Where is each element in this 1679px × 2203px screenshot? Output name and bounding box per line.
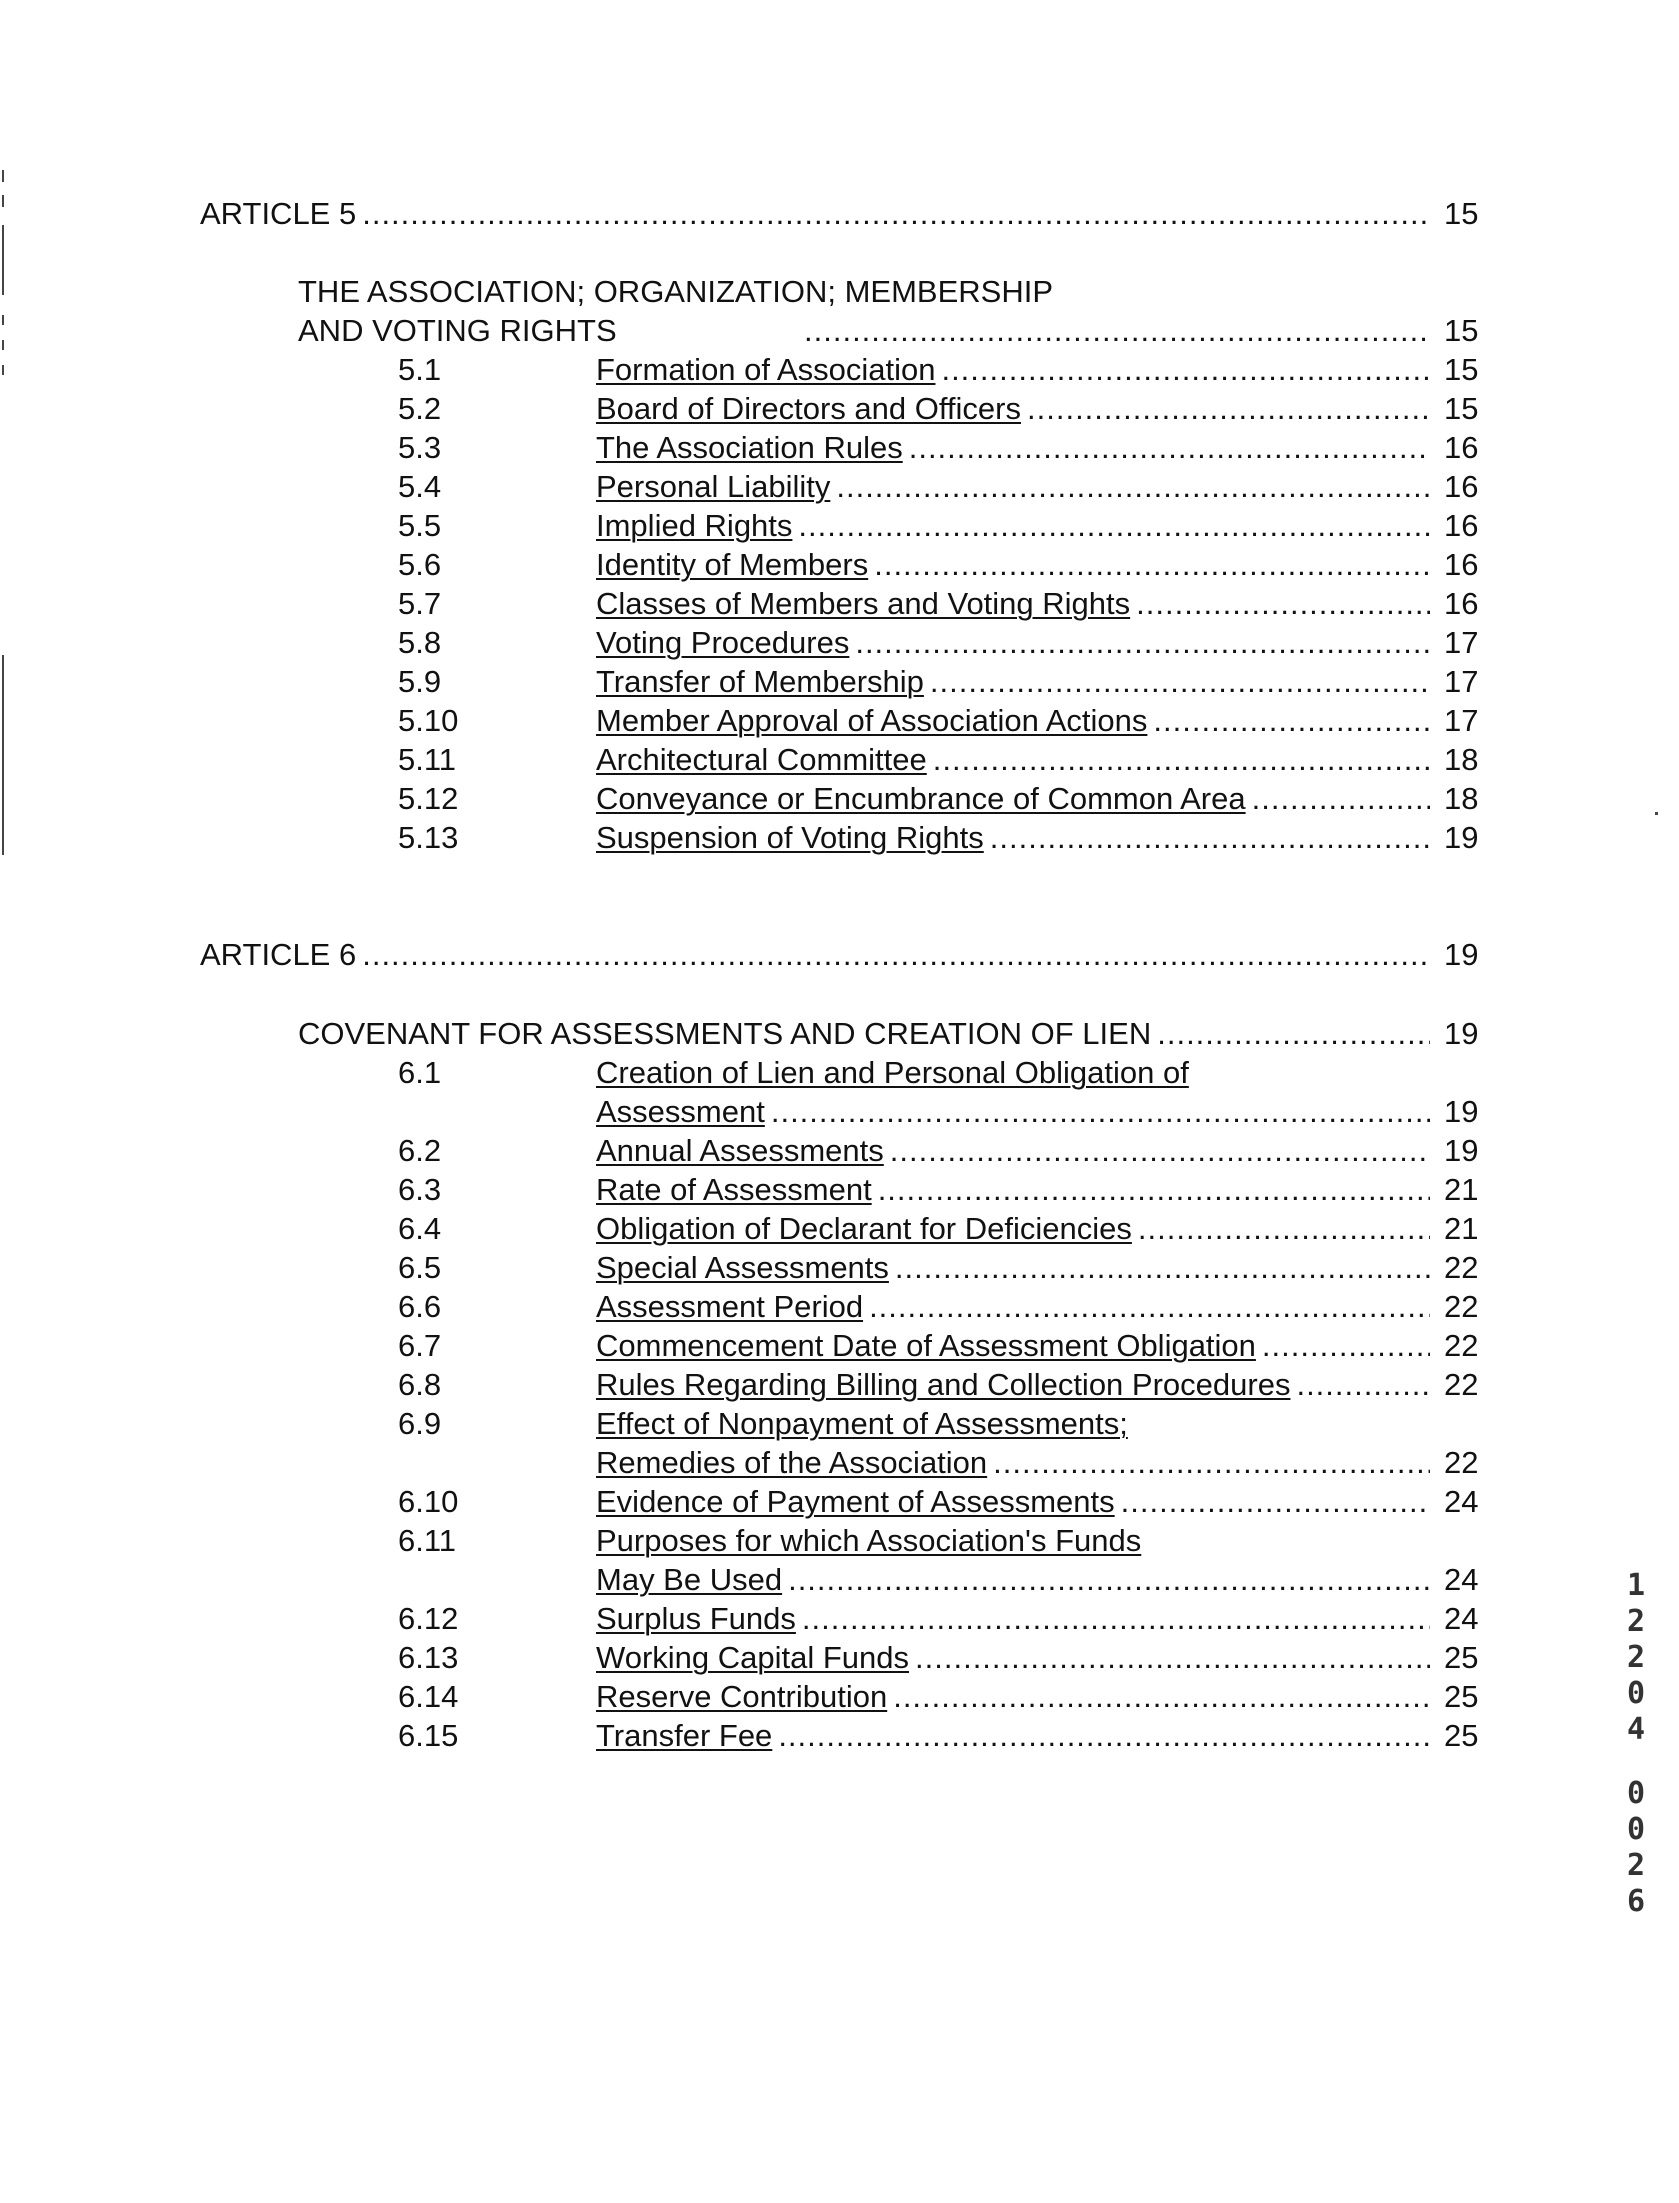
section-title-link[interactable]: Special Assessments: [596, 1250, 889, 1285]
toc-entry: [398, 819, 1490, 857]
dot-leader: [1157, 1015, 1430, 1053]
section-number: 5.5: [398, 508, 442, 543]
section-number: 5.12: [398, 781, 459, 816]
dot-leader: [1138, 1210, 1430, 1248]
page-number: 24: [1444, 1601, 1479, 1636]
section-number: 6.7: [398, 1328, 442, 1363]
toc-entry: [398, 1444, 1490, 1482]
toc-entry-body: [596, 1288, 1490, 1326]
dot-leader: [890, 1132, 1430, 1170]
stamp-digit: 6: [1626, 1884, 1646, 1919]
page-number: 22: [1444, 1445, 1479, 1480]
section-number: 6.10: [398, 1484, 459, 1519]
stamp-digit: 1: [1626, 1568, 1646, 1603]
toc-entry: [398, 429, 1490, 467]
toc-entry-body: [596, 429, 1490, 467]
scan-mark: [2, 195, 4, 207]
section-number: 6.14: [398, 1679, 459, 1714]
stamp-digit: 0: [1626, 1776, 1646, 1811]
dot-leader: [878, 1171, 1430, 1209]
toc-entry: [398, 390, 1490, 428]
dot-leader: [993, 1444, 1430, 1482]
toc-entry-body: [596, 663, 1490, 701]
toc-entry-body: [596, 351, 1490, 389]
toc-entry: [398, 702, 1490, 740]
toc-entry: [398, 780, 1490, 818]
section-title-link[interactable]: Formation of Association: [596, 352, 936, 387]
toc-entry-body: [596, 1678, 1490, 1716]
toc-entry: [398, 1288, 1490, 1326]
page-number: 15: [1444, 391, 1479, 426]
page-number: 24: [1444, 1484, 1479, 1519]
toc-entry-body: [596, 1717, 1490, 1755]
toc-entry-body: [596, 507, 1490, 545]
section-title-link[interactable]: Assessment Period: [596, 1289, 864, 1324]
stamp-digit: 2: [1626, 1604, 1646, 1639]
toc-entry: [398, 1483, 1490, 1521]
section-title-link[interactable]: Classes of Members and Voting Rights: [596, 586, 1131, 621]
dot-leader: [869, 1288, 1430, 1326]
toc-entry: [398, 1600, 1490, 1638]
stamp-digit: 2: [1626, 1640, 1646, 1675]
toc-entry-body: [596, 1171, 1490, 1209]
toc-entry: [398, 1717, 1490, 1755]
section-title-link[interactable]: May Be Used: [596, 1562, 783, 1597]
page-number: 19: [1444, 820, 1479, 855]
page-number: 16: [1444, 586, 1479, 621]
dot-leader: [1136, 585, 1430, 623]
section-title-link[interactable]: Identity of Members: [596, 547, 869, 582]
toc-entry: [398, 507, 1490, 545]
page-number: 19: [1444, 937, 1479, 972]
dot-leader: [1121, 1483, 1430, 1521]
dot-leader: [798, 507, 1430, 545]
dot-leader: [362, 195, 1430, 233]
toc-entry-body: [596, 624, 1490, 662]
toc-entry: [398, 1366, 1490, 1404]
section-number: 5.3: [398, 430, 442, 465]
dot-leader: [771, 1093, 1430, 1131]
toc-entry-body: [596, 1600, 1490, 1638]
dot-leader: [362, 936, 1430, 974]
toc-entry: [398, 624, 1490, 662]
section-title-link[interactable]: Working Capital Funds: [596, 1640, 910, 1675]
page-number: 17: [1444, 703, 1479, 738]
section-title-link[interactable]: Purposes for which Association's Funds: [596, 1523, 1142, 1558]
article-heading: [200, 195, 1490, 233]
article-title: THE ASSOCIATION; ORGANIZATION; MEMBERSHIP: [298, 274, 1053, 309]
toc-entry: [398, 1639, 1490, 1677]
dot-leader: [1296, 1366, 1430, 1404]
page-number: 24: [1444, 1562, 1479, 1597]
dot-leader: [802, 1600, 1430, 1638]
page-number: 25: [1444, 1679, 1479, 1714]
section-number: 5.8: [398, 625, 442, 660]
section-title-link[interactable]: Personal Liability: [596, 469, 831, 504]
page-number: 16: [1444, 547, 1479, 582]
dot-leader: [874, 546, 1430, 584]
section-title-link[interactable]: Architectural Committee: [596, 742, 927, 777]
toc-entry: [398, 663, 1490, 701]
section-number: 5.13: [398, 820, 459, 855]
article-title-line2: AND VOTING RIGHTS: [298, 313, 617, 348]
page-number: 19: [1444, 1016, 1479, 1051]
section-number: 5.11: [398, 742, 457, 777]
dot-leader: [933, 741, 1430, 779]
toc-entry-body: [596, 1444, 1490, 1482]
article-title-row: [298, 1015, 1490, 1053]
dot-leader: [778, 1717, 1430, 1755]
section-title-link[interactable]: Assessment: [596, 1094, 765, 1129]
section-number: 6.9: [398, 1406, 442, 1441]
stamp-digit: 0: [1626, 1676, 1646, 1711]
section-title-link[interactable]: Member Approval of Association Actions: [596, 703, 1148, 738]
page-number: 16: [1444, 430, 1479, 465]
section-title-link[interactable]: Effect of Nonpayment of Assessments;: [596, 1406, 1128, 1441]
toc-entry-body: [596, 780, 1490, 818]
toc-entry-body: [596, 819, 1490, 857]
dot-leader: [990, 819, 1430, 857]
dot-leader: [1153, 702, 1430, 740]
section-title-link[interactable]: Commencement Date of Assessment Obligation: [596, 1328, 1256, 1363]
section-title-link[interactable]: Surplus Funds: [596, 1601, 796, 1636]
scan-mark: [2, 340, 4, 350]
toc-entry-line: [398, 1054, 1490, 1092]
article-heading: [200, 936, 1490, 974]
page-number: 15: [1444, 313, 1479, 348]
toc-entry-body: [596, 1366, 1490, 1404]
section-title-link[interactable]: Annual Assessments: [596, 1133, 884, 1168]
toc-entry-body: [596, 1132, 1490, 1170]
toc-entry: [398, 1132, 1490, 1170]
section-number: 5.9: [398, 664, 442, 699]
scan-mark: [1655, 812, 1658, 815]
section-title-link[interactable]: Remedies of the Association: [596, 1445, 988, 1480]
page-number: 18: [1444, 742, 1479, 777]
dot-leader: [941, 351, 1430, 389]
stamp-digit: 0: [1626, 1812, 1646, 1847]
section-title-link[interactable]: Reserve Contribution: [596, 1679, 888, 1714]
section-number: 6.11: [398, 1523, 457, 1558]
section-number: 6.8: [398, 1367, 442, 1402]
dot-leader: [804, 312, 1430, 350]
scan-mark: [2, 170, 4, 182]
page-number: 22: [1444, 1328, 1479, 1363]
toc-entry: [398, 468, 1490, 506]
toc-entry: [398, 546, 1490, 584]
article-title: COVENANT FOR ASSESSMENTS AND CREATION OF LIEN: [298, 1016, 1152, 1051]
toc-entry-body: [596, 1561, 1490, 1599]
section-number: 6.6: [398, 1289, 442, 1324]
toc-entry: [398, 1561, 1490, 1599]
section-number: 6.15: [398, 1718, 459, 1753]
page-number: 22: [1444, 1289, 1479, 1324]
toc-entry-line: [398, 1522, 1490, 1560]
dot-leader: [855, 624, 1430, 662]
section-number: 6.4: [398, 1211, 442, 1246]
toc-entry-body: [596, 741, 1490, 779]
page-number: 22: [1444, 1250, 1479, 1285]
toc-entry: [398, 1249, 1490, 1287]
toc-entry-body: [596, 1483, 1490, 1521]
page-number: 21: [1444, 1172, 1479, 1207]
section-title-link[interactable]: Implied Rights: [596, 508, 793, 543]
toc-entry-body: [596, 585, 1490, 623]
section-number: 5.6: [398, 547, 442, 582]
section-title-link[interactable]: Board of Directors and Officers: [596, 391, 1021, 426]
page-number: 25: [1444, 1640, 1479, 1675]
toc-entry: [398, 1093, 1490, 1131]
page-number: 19: [1444, 1133, 1479, 1168]
section-number: 5.7: [398, 586, 442, 621]
dot-leader: [895, 1249, 1430, 1287]
dot-leader: [836, 468, 1430, 506]
dot-leader: [1252, 780, 1430, 818]
page-number: 22: [1444, 1367, 1479, 1402]
scan-mark: [2, 365, 4, 375]
page-number: 15: [1444, 196, 1479, 231]
stamp-digit: 2: [1626, 1848, 1646, 1883]
section-number: 6.2: [398, 1133, 442, 1168]
toc-entry: [398, 585, 1490, 623]
toc-entry: [398, 1171, 1490, 1209]
section-title-link[interactable]: Rate of Assessment: [596, 1172, 872, 1207]
toc-entry: [398, 741, 1490, 779]
page-number: 17: [1444, 664, 1479, 699]
section-title-link[interactable]: Rules Regarding Billing and Collection Procedures: [596, 1367, 1291, 1402]
scan-mark: [2, 655, 4, 855]
section-title-link[interactable]: Evidence of Payment of Assessments: [596, 1484, 1115, 1519]
toc-entry-body: [596, 1249, 1490, 1287]
section-title-link[interactable]: Creation of Lien and Personal Obligation of: [596, 1055, 1189, 1090]
section-title-link[interactable]: Voting Procedures: [596, 625, 850, 660]
toc-entry: [398, 351, 1490, 389]
toc-entry-body: [596, 390, 1490, 428]
section-number: 5.2: [398, 391, 442, 426]
toc-entry-body: [596, 1327, 1490, 1365]
section-number: 5.4: [398, 469, 442, 504]
section-title-link[interactable]: Transfer of Membership: [596, 664, 924, 699]
section-number: 6.13: [398, 1640, 459, 1675]
toc-entry: [398, 1678, 1490, 1716]
toc-entry-body: [596, 546, 1490, 584]
section-number: 6.3: [398, 1172, 442, 1207]
dot-leader: [788, 1561, 1430, 1599]
toc-entry-body: [596, 468, 1490, 506]
toc-entry-body: [596, 1210, 1490, 1248]
dot-leader: [915, 1639, 1430, 1677]
page-number: 21: [1444, 1211, 1479, 1246]
section-number: 5.1: [398, 352, 442, 387]
section-title-link[interactable]: Obligation of Declarant for Deficiencies: [596, 1211, 1132, 1246]
dot-leader: [1262, 1327, 1430, 1365]
page-number: 16: [1444, 469, 1479, 504]
section-title-link[interactable]: Suspension of Voting Rights: [596, 820, 984, 855]
page-number: 16: [1444, 508, 1479, 543]
page-number: 18: [1444, 781, 1479, 816]
section-title-link[interactable]: Conveyance or Encumbrance of Common Area: [596, 781, 1246, 816]
dot-leader: [893, 1678, 1430, 1716]
dot-leader: [1027, 390, 1430, 428]
section-title-link[interactable]: Transfer Fee: [596, 1718, 773, 1753]
article-label: ARTICLE 5: [200, 196, 357, 231]
toc-entry-body: [596, 702, 1490, 740]
page-number: 15: [1444, 352, 1479, 387]
dot-leader: [909, 429, 1430, 467]
stamp-digit: 4: [1626, 1712, 1646, 1747]
section-number: 6.5: [398, 1250, 442, 1285]
scan-mark: [2, 315, 4, 325]
page-number: 25: [1444, 1718, 1479, 1753]
page-number: 17: [1444, 625, 1479, 660]
toc-entry-line: [398, 1405, 1490, 1443]
toc-entry-body: [596, 1639, 1490, 1677]
toc-entry: [398, 1210, 1490, 1248]
article-title-row: [298, 312, 1490, 350]
article-label: ARTICLE 6: [200, 937, 357, 972]
page-number: 19: [1444, 1094, 1479, 1129]
dot-leader: [930, 663, 1430, 701]
section-number: 6.12: [398, 1601, 459, 1636]
section-number: 5.10: [398, 703, 459, 738]
toc-entry-body: [596, 1093, 1490, 1131]
toc-entry: [398, 1327, 1490, 1365]
scan-mark: [2, 225, 4, 295]
section-title-link[interactable]: The Association Rules: [596, 430, 903, 465]
section-number: 6.1: [398, 1055, 442, 1090]
